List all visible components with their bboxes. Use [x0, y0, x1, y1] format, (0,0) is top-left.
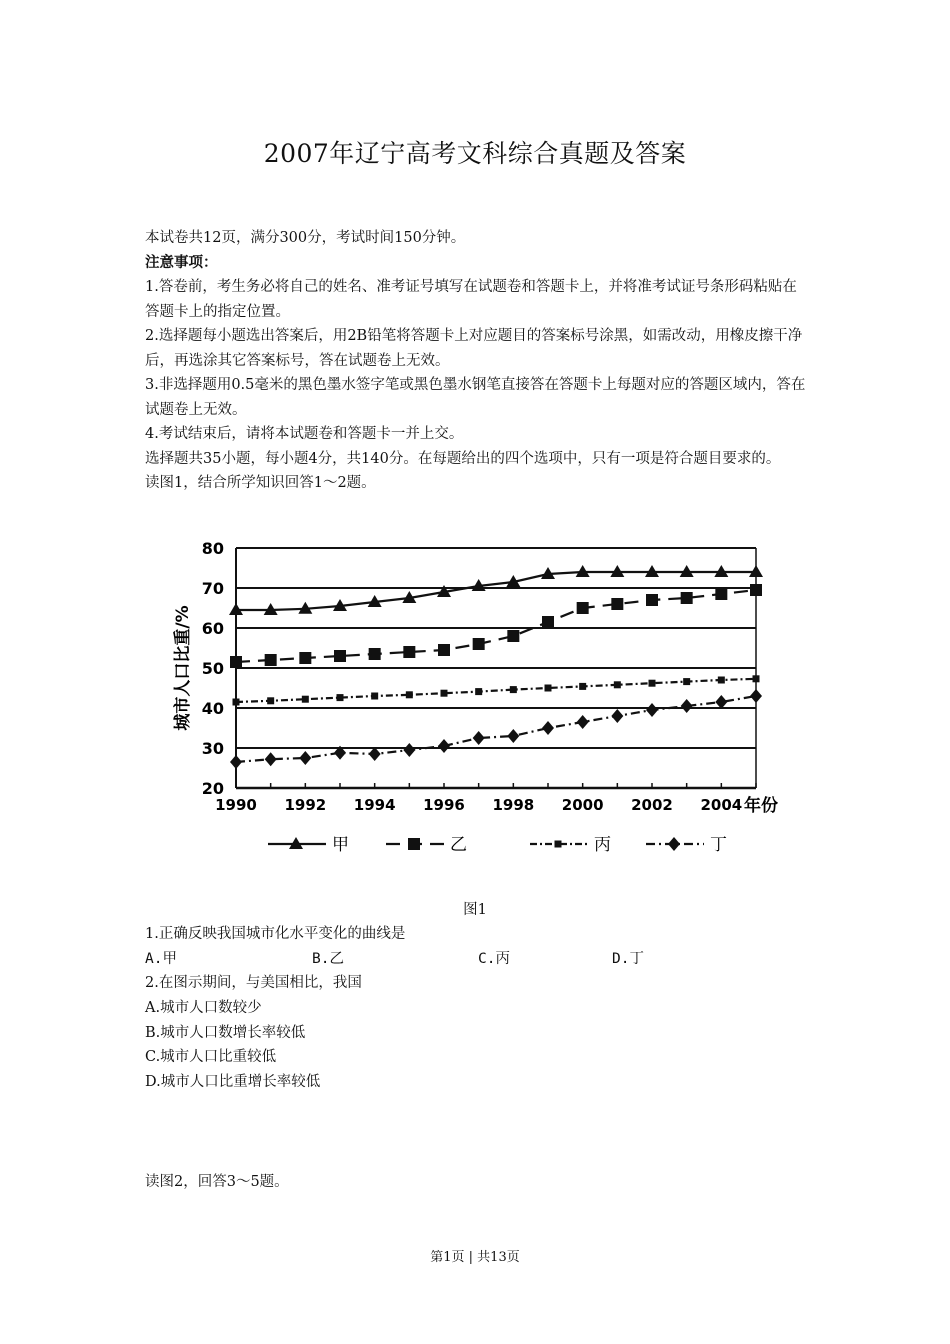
x-axis-label: 年份 — [744, 796, 778, 816]
data-point — [542, 721, 554, 735]
data-point — [441, 690, 448, 697]
document-title: 2007年辽宁高考文科综合真题及答案 — [263, 139, 687, 168]
data-point — [475, 688, 482, 695]
read-figure-1-prompt: 读图1，结合所学知识回答1～2题。 — [145, 475, 376, 491]
question-2 — [145, 971, 810, 1095]
notice-item: 2.选择题每小题选出答案后，用2B铅笔将答题卡上对应题目的答案标号涂黑，如需改动，用橡皮擦干净后，再选涂其它答案标号，答在试题卷上无效。 — [145, 328, 803, 369]
series-line — [236, 590, 756, 662]
data-point — [542, 616, 554, 628]
data-point — [371, 693, 378, 700]
chart-svg — [168, 532, 788, 862]
data-point — [265, 752, 277, 766]
option-b[interactable]: B.乙 — [312, 950, 344, 967]
data-point — [510, 686, 517, 693]
data-point — [403, 646, 415, 658]
data-point — [750, 689, 762, 703]
legend-item — [530, 835, 611, 855]
data-point — [267, 697, 274, 704]
data-point — [681, 699, 693, 713]
data-point — [369, 648, 381, 660]
option-c[interactable]: C.城市人口比重较低 — [145, 1049, 277, 1066]
notice-item: 4.考试结束后，请将本试题卷和答题卡一并上交。 — [145, 426, 464, 442]
option-a[interactable]: A.城市人口数较少 — [145, 999, 262, 1016]
data-point — [507, 630, 519, 642]
data-point — [715, 588, 727, 600]
figure-1-caption: 图1 — [463, 902, 487, 918]
intro-text: 本试卷共12页，满分300分，考试时间150分钟。 — [145, 230, 466, 246]
data-point — [507, 729, 519, 743]
data-point — [579, 683, 586, 690]
x-tick-label: 1994 — [353, 796, 396, 814]
legend-label: 乙 — [450, 835, 467, 855]
read-figure-2-prompt: 读图2，回答3～5题。 — [145, 1174, 289, 1190]
legend-label: 丁 — [710, 835, 727, 855]
series-line — [236, 679, 756, 702]
x-tick-label: 1990 — [215, 796, 257, 814]
data-point — [233, 699, 240, 706]
question-1 — [145, 922, 810, 972]
x-tick-label: 1992 — [284, 796, 327, 814]
data-point — [438, 644, 450, 656]
data-point — [646, 703, 658, 717]
data-point — [403, 743, 415, 757]
notice-heading: 注意事项： — [145, 253, 218, 271]
option-a[interactable]: A.甲 — [145, 950, 177, 967]
y-tick-label: 70 — [201, 579, 224, 598]
y-tick-label: 20 — [201, 779, 224, 798]
series-丁 — [230, 689, 762, 769]
x-tick-label: 1996 — [423, 796, 465, 814]
data-point — [668, 837, 680, 851]
data-point — [438, 739, 450, 753]
data-point — [299, 751, 311, 765]
data-point — [302, 696, 309, 703]
read-figure-2-block — [145, 1170, 810, 1195]
y-tick-label: 60 — [201, 619, 224, 638]
question-1-options — [145, 947, 810, 972]
option-b[interactable]: B.城市人口数增长率较低 — [145, 1024, 306, 1041]
notice-item: 3.非选择题用0.5毫米的黑色墨水签字笔或黑色墨水钢笔直接答在答题卡上每题对应的答题区域内，答在试题卷上无效。 — [145, 377, 806, 418]
data-point — [646, 594, 658, 606]
data-point — [577, 602, 589, 614]
exam-instructions — [145, 226, 810, 496]
y-tick-label: 50 — [201, 659, 224, 678]
y-tick-label: 40 — [201, 699, 224, 718]
series-line — [236, 572, 756, 610]
series-乙 — [230, 584, 762, 668]
option-d[interactable]: D.丁 — [612, 950, 644, 967]
x-tick-label: 2002 — [631, 796, 673, 814]
data-point — [545, 685, 552, 692]
data-point — [577, 715, 589, 729]
legend-label: 丙 — [594, 835, 611, 855]
data-point — [715, 695, 727, 709]
data-point — [555, 841, 562, 848]
question-2-stem: 2.在图示期间，与美国相比，我国 — [145, 975, 362, 991]
page-footer: 第1页 | 共13页 — [430, 1250, 520, 1265]
x-tick-label: 2004 — [700, 796, 743, 814]
data-point — [681, 592, 693, 604]
data-point — [334, 650, 346, 662]
data-point — [265, 654, 277, 666]
data-point — [473, 638, 485, 650]
data-point — [611, 598, 623, 610]
legend-label: 甲 — [332, 835, 349, 855]
option-c[interactable]: C.丙 — [478, 950, 510, 967]
question-1-stem: 1.正确反映我国城市化水平变化的曲线是 — [145, 926, 406, 942]
data-point — [299, 652, 311, 664]
series-丙 — [233, 675, 760, 705]
y-axis-label: 城市人口比重/% — [173, 605, 193, 731]
data-point — [473, 731, 485, 745]
legend-item — [268, 835, 349, 855]
data-point — [611, 709, 623, 723]
figure-1-chart — [168, 532, 788, 862]
legend-item — [646, 835, 727, 855]
data-point — [649, 680, 656, 687]
data-point — [614, 681, 621, 688]
data-point — [683, 678, 690, 685]
data-point — [337, 694, 344, 701]
data-point — [750, 584, 762, 596]
data-point — [230, 755, 242, 769]
series-甲 — [229, 565, 763, 615]
legend-item — [386, 835, 467, 855]
x-tick-label: 2000 — [561, 796, 604, 814]
y-tick-label: 80 — [201, 539, 224, 558]
y-tick-label: 30 — [201, 739, 224, 758]
data-point — [753, 675, 760, 682]
data-point — [406, 691, 413, 698]
data-point — [369, 747, 381, 761]
x-tick-label: 1998 — [492, 796, 535, 814]
choice-intro: 选择题共35小题，每小题4分，共140分。在每题给出的四个选项中，只有一项是符合题目要求的。 — [145, 450, 781, 467]
data-point — [718, 677, 725, 684]
data-point — [230, 656, 242, 668]
notice-item: 1.答卷前，考生务必将自己的姓名、准考证号填写在试题卷和答题卡上，并将准考试证号条形码粘贴在答题卡上的指定位置。 — [145, 279, 797, 320]
option-d[interactable]: D.城市人口比重增长率较低 — [145, 1074, 321, 1091]
series-line — [236, 696, 756, 762]
data-point — [408, 838, 420, 850]
